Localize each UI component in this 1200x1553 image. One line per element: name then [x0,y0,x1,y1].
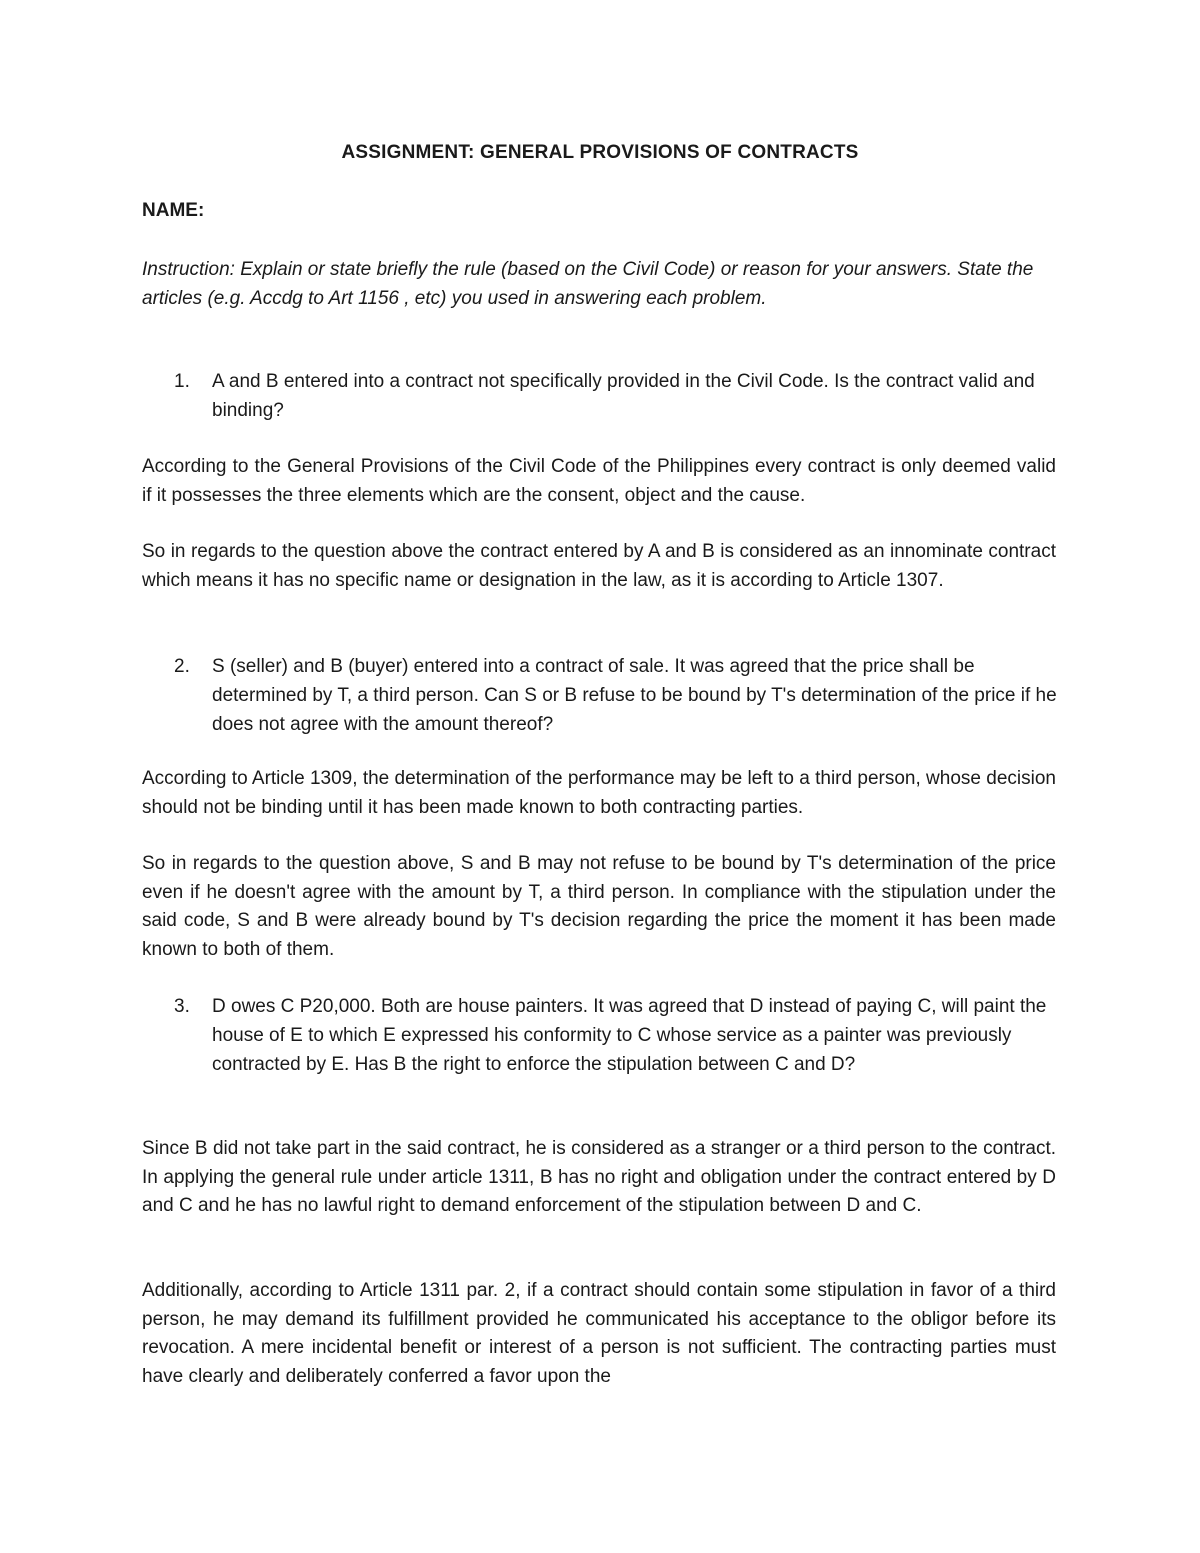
question-2 [142,652,1062,739]
question-number: 2. [174,656,190,677]
question-text: S (seller) and B (buyer) entered into a contract of sale. It was agreed that the price shall be determined by T, a third person. Can S or B refuse to be bound by T's determination of the price if he does not agree with the amount thereof? [212,656,1057,735]
answer-paragraph: So in regards to the question above the contract entered by A and B is considered as an innominate contract which means it has no specific name or designation in the law, as it is according to Article 1307. [142,541,1056,591]
document-title: ASSIGNMENT: GENERAL PROVISIONS OF CONTRACTS [341,142,859,163]
question-number: 3. [174,996,190,1017]
question-1 [142,367,1062,425]
answer-paragraph: Additionally, according to Article 1311 par. 2, if a contract should contain some stipulation in favor of a third person, he may demand its fulfillment provided he communicated his acceptance to the obligor before its revocation. A mere incidental benefit or interest of a person is not sufficient. The contracting parties must have clearly and deliberately conferred a favor upon the [142,1280,1056,1387]
question-text: A and B entered into a contract not specifically provided in the Civil Code. Is the contract valid and binding? [212,371,1035,421]
answer-paragraph: According to Article 1309, the determination of the performance may be left to a third person, whose decision should not be binding until it has been made known to both contracting parties. [142,768,1056,818]
name-label: NAME: [142,200,205,221]
question-3 [142,992,1062,1079]
instruction-text: Instruction: Explain or state briefly the rule (based on the Civil Code) or reason for your answers. State the articles (e.g. Accdg to Art 1156 , etc) you used in answering each problem. [142,259,1034,309]
answer-paragraph: Since B did not take part in the said contract, he is considered as a stranger or a third person to the contract. In applying the general rule under article 1311, B has no right and obligation under the contract entered by D and C and he has no lawful right to demand enforcement of the stipulation between D and C. [142,1138,1056,1216]
answer-paragraph: So in regards to the question above, S and B may not refuse to be bound by T's determination of the price even if he doesn't agree with the amount by T, a third person. In compliance with the stipulation under the said code, S and B were already bound by T's decision regarding the price the moment it has been made known to both of them. [142,853,1056,960]
question-text: D owes C P20,000. Both are house painters. It was agreed that D instead of paying C, will paint the house of E to which E expressed his conformity to C whose service as a painter was previously contracted by E. Has B the right to enforce the stipulation between C and D? [212,996,1047,1075]
question-number: 1. [174,371,190,392]
answer-paragraph: According to the General Provisions of the Civil Code of the Philippines every contract is only deemed valid if it possesses the three elements which are the consent, object and the cause. [142,456,1056,506]
